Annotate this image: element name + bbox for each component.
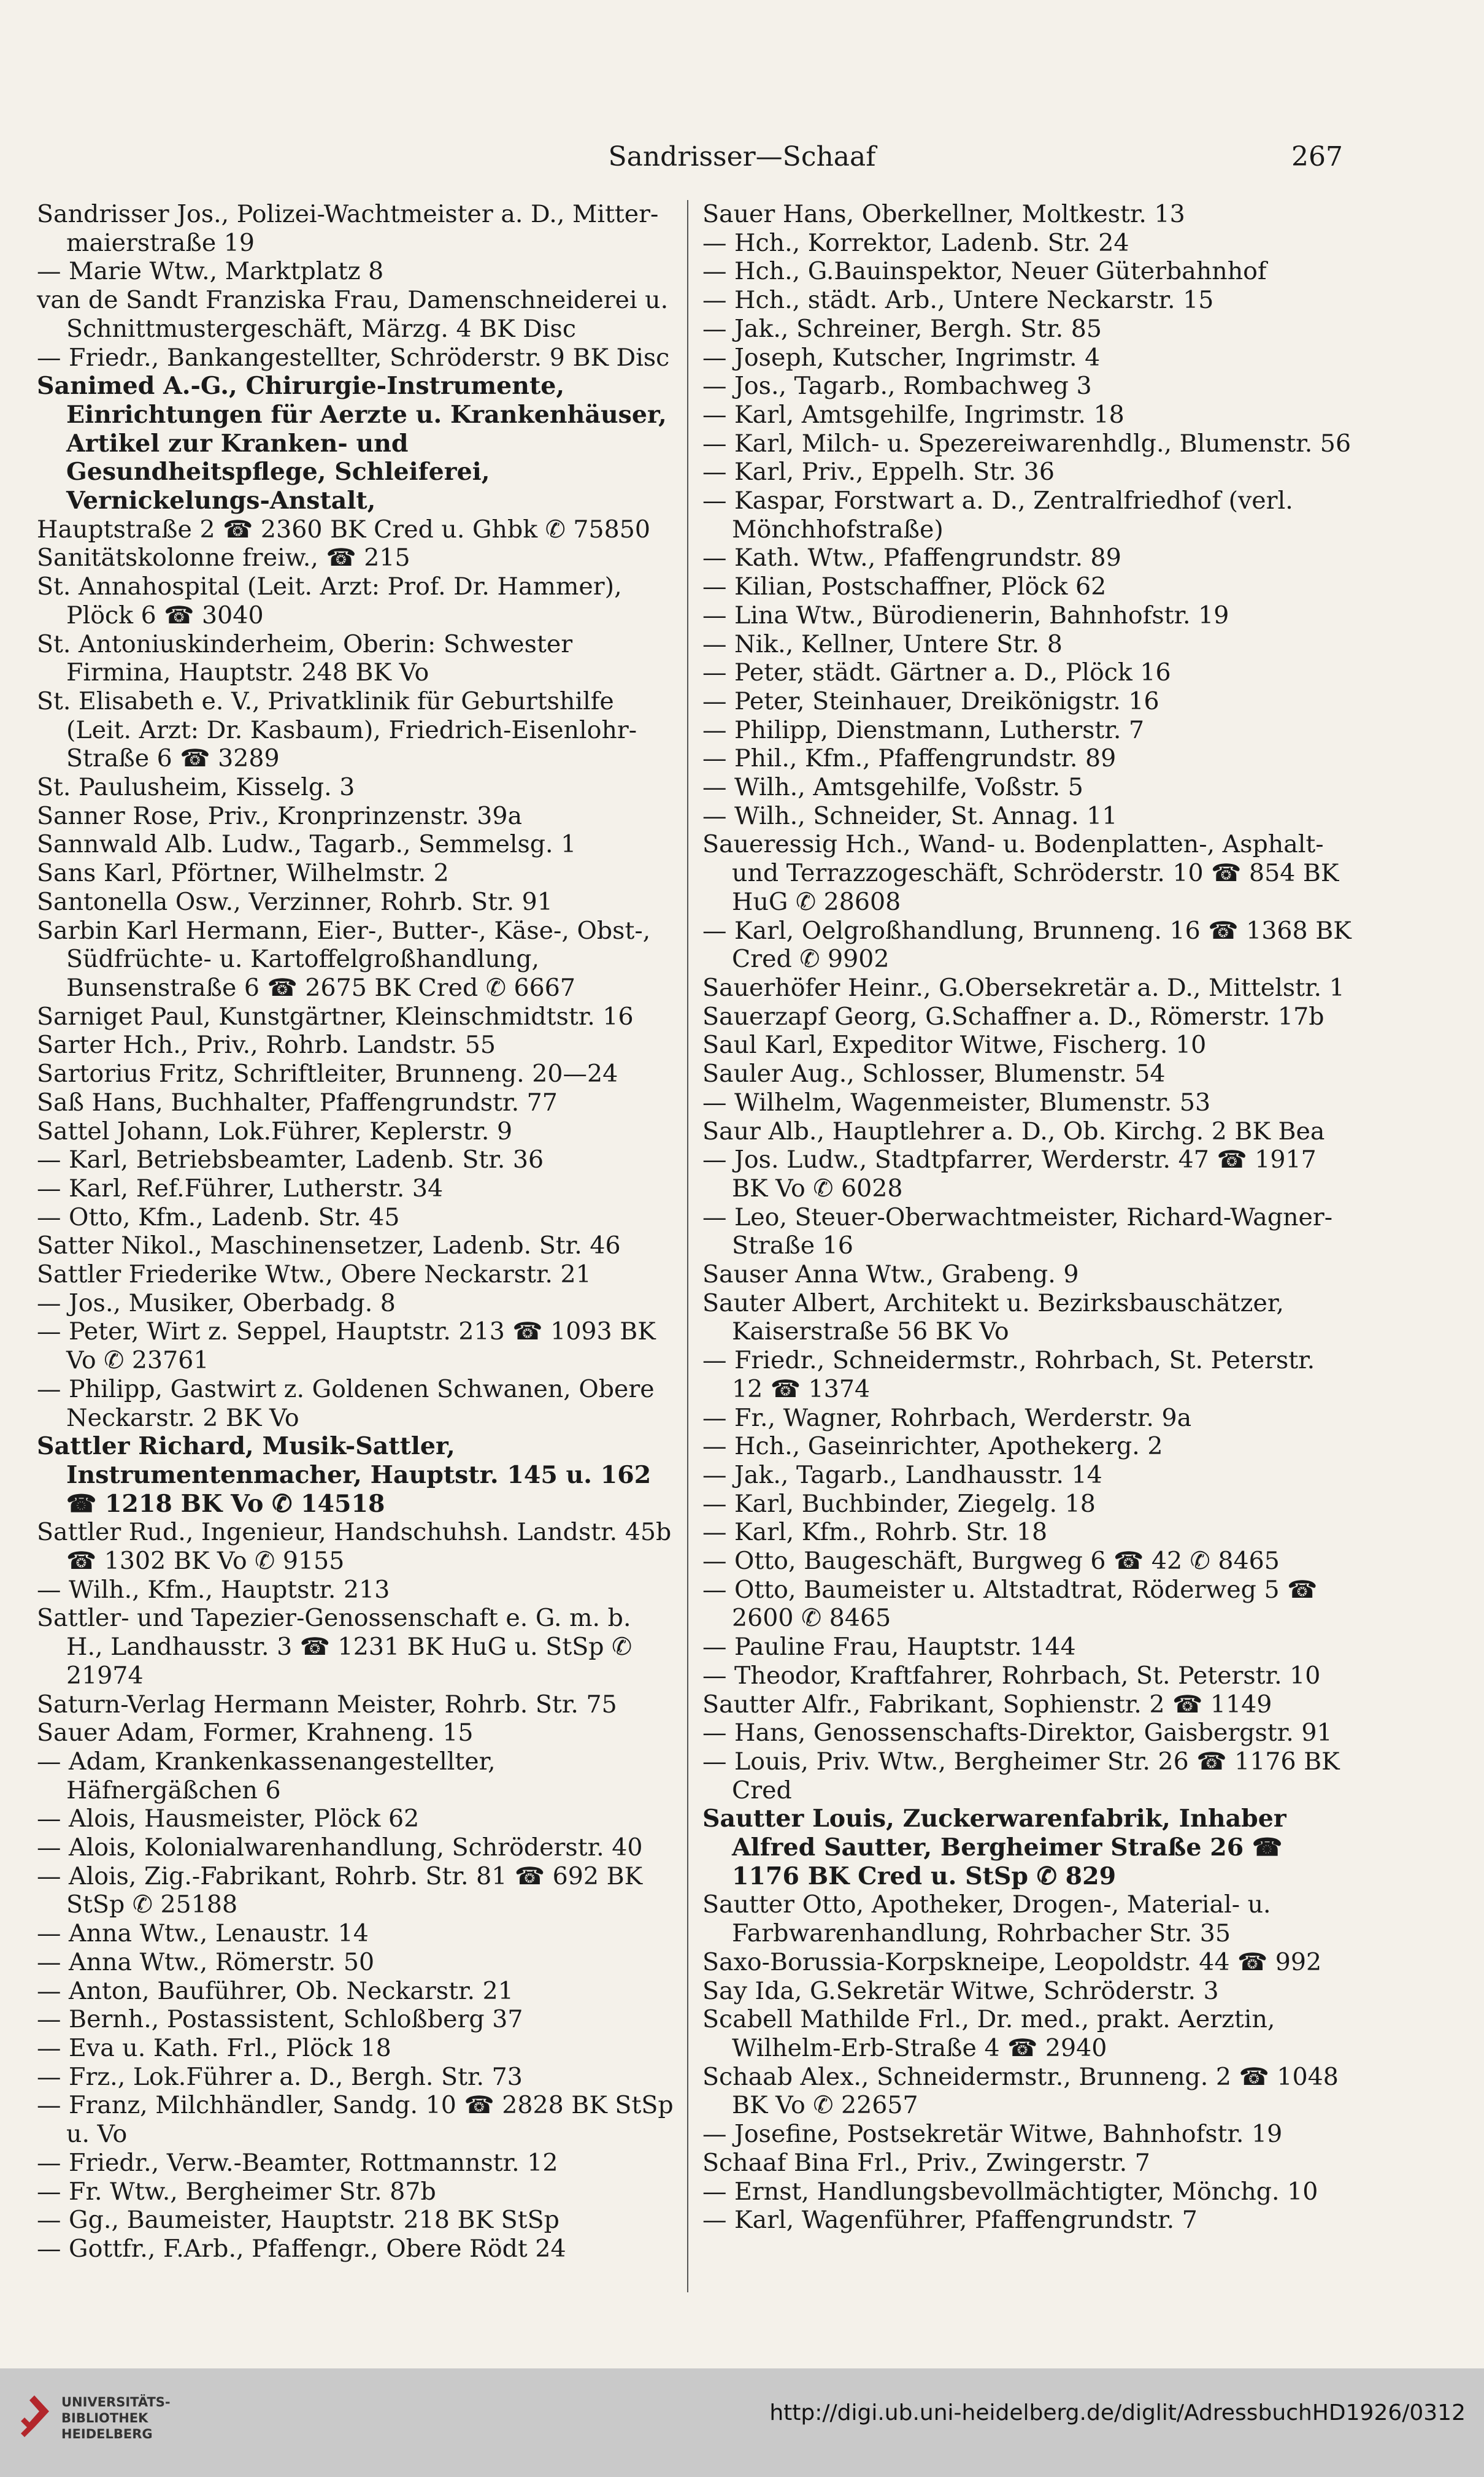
directory-entry: — Hch., Korrektor, Ladenb. Str. 24 [702, 228, 1129, 257]
directory-entry: Saueressig Hch., Wand- u. Bodenplatten-, Asphalt- und Terrazzogeschäft, Schröderstr. 10 ☎ 854 BK HuG ✆ 28608 [702, 830, 1339, 916]
directory-entry: — Friedr., Verw.-Beamter, Rottmannstr. 12 [37, 2148, 558, 2177]
directory-entry: Sattler- und Tapezier-Genossenschaft e. G. m. b. H., Landhausstr. 3 ☎ 1231 BK HuG u. StSp ✆ 21974 [37, 1604, 632, 1690]
directory-entry: — Joseph, Kutscher, Ingrimstr. 4 [702, 343, 1101, 372]
directory-entry: Sarniget Paul, Kunstgärtner, Kleinschmidtstr. 16 [37, 1002, 634, 1031]
directory-entry: Sannwald Alb. Ludw., Tagarb., Semmelsg. 1 [37, 830, 577, 859]
directory-entry: — Philipp, Dienstmann, Lutherstr. 7 [702, 715, 1145, 744]
directory-entry: — Theodor, Kraftfahrer, Rohrbach, St. Peterstr. 10 [702, 1661, 1321, 1690]
directory-entry: — Karl, Betriebsbeamter, Ladenb. Str. 36 [37, 1146, 544, 1174]
directory-entry: Sauer Adam, Former, Krahneng. 15 [37, 1719, 474, 1747]
directory-entry: — Otto, Kfm., Ladenb. Str. 45 [37, 1203, 400, 1231]
directory-entry: Saturn-Verlag Hermann Meister, Rohrb. Str. 75 [37, 1690, 617, 1719]
directory-entry: — Alois, Hausmeister, Plöck 62 [37, 1805, 420, 1833]
directory-entry: — Karl, Ref.Führer, Lutherstr. 34 [37, 1174, 444, 1203]
directory-entry: Sauerhöfer Heinr., G.Obersekretär a. D., Mittelstr. 1 [702, 973, 1345, 1002]
directory-entry: Sauerzapf Georg, G.Schaffner a. D., Römerstr. 17b [702, 1002, 1324, 1031]
directory-entry: — Wilh., Kfm., Hauptstr. 213 [37, 1575, 390, 1604]
directory-entry: — Karl, Kfm., Rohrb. Str. 18 [702, 1518, 1048, 1547]
page-header [0, 141, 1484, 178]
directory-entry: — Franz, Milchhändler, Sandg. 10 ☎ 2828 BK StSp u. Vo [37, 2091, 674, 2149]
directory-entry: van de Sandt Franziska Frau, Damenschneiderei u. Schnittmustergeschäft, Märzg. 4 BK Disc [37, 286, 669, 343]
left-column [37, 200, 675, 2263]
directory-entry: — Jos. Ludw., Stadtpfarrer, Werderstr. 47 ☎ 1917 BK Vo ✆ 6028 [702, 1146, 1317, 1203]
directory-entry: Sanimed A.-G., Chirurgie-Instrumente, Einrichtungen für Aerzte u. Krankenhäuser, Artikel zur Kranken- und Gesundheitspflege, Schleiferei, Vernickelungs-Anstalt, [37, 372, 667, 515]
directory-entry: — Hch., städt. Arb., Untere Neckarstr. 15 [702, 286, 1214, 315]
directory-entry: — Fr., Wagner, Rohrbach, Werderstr. 9a [702, 1403, 1192, 1432]
directory-entry: — Anna Wtw., Römerstr. 50 [37, 1947, 375, 1976]
directory-entry: — Pauline Frau, Hauptstr. 144 [702, 1633, 1076, 1662]
directory-entry: — Josefine, Postsekretär Witwe, Bahnhofstr. 19 [702, 2120, 1283, 2149]
directory-entry: — Jak., Tagarb., Landhausstr. 14 [702, 1460, 1102, 1489]
directory-entry: — Kath. Wtw., Pfaffengrundstr. 89 [702, 544, 1121, 572]
directory-entry: Sauler Aug., Schlosser, Blumenstr. 54 [702, 1060, 1166, 1088]
directory-entry: St. Antoniuskinderheim, Oberin: Schwester Firmina, Hauptstr. 248 BK Vo [37, 630, 573, 687]
directory-entry: — Otto, Baugeschäft, Burgweg 6 ☎ 42 ✆ 8465 [702, 1547, 1280, 1576]
library-name-line: BIBLIOTHEK [61, 2411, 148, 2425]
directory-entry: — Jos., Musiker, Oberbadg. 8 [37, 1289, 396, 1317]
directory-entry: Santonella Osw., Verzinner, Rohrb. Str. 91 [37, 887, 553, 916]
directory-entry: Sauser Anna Wtw., Grabeng. 9 [702, 1260, 1079, 1289]
directory-entry: Sarter Hch., Priv., Rohrb. Landstr. 55 [37, 1031, 496, 1060]
directory-entry: — Peter, Wirt z. Seppel, Hauptstr. 213 ☎ 1093 BK Vo ✆ 23761 [37, 1317, 656, 1375]
directory-entry: Sattler Rud., Ingenieur, Handschuhsh. Landstr. 45b ☎ 1302 BK Vo ✆ 9155 [37, 1518, 672, 1576]
directory-entry: Scabell Mathilde Frl., Dr. med., prakt. Aerztin, Wilhelm-Erb-Straße 4 ☎ 2940 [702, 2005, 1275, 2062]
right-column [702, 200, 1353, 2235]
library-logo-icon [16, 2393, 53, 2443]
directory-entry: Saul Karl, Expeditor Witwe, Fischerg. 10 [702, 1031, 1207, 1060]
directory-entry: — Alois, Zig.-Fabrikant, Rohrb. Str. 81 ☎ 692 BK StSp ✆ 25188 [37, 1862, 643, 1919]
directory-entry: — Gottfr., F.Arb., Pfaffengr., Obere Rödt 24 [37, 2234, 566, 2263]
directory-entry: St. Annahospital (Leit. Arzt: Prof. Dr. Hammer), Plöck 6 ☎ 3040 [37, 572, 622, 630]
directory-entry: — Alois, Kolonialwarenhandlung, Schröderstr. 40 [37, 1833, 643, 1862]
directory-entry: — Eva u. Kath. Frl., Plöck 18 [37, 2034, 391, 2062]
directory-entry: Sautter Alfr., Fabrikant, Sophienstr. 2 ☎ 1149 [702, 1690, 1272, 1719]
directory-entry: Sauer Hans, Oberkellner, Moltkestr. 13 [702, 200, 1185, 228]
directory-entry: — Jak., Schreiner, Bergh. Str. 85 [702, 314, 1102, 343]
directory-entry: — Hch., Gaseinrichter, Apothekerg. 2 [702, 1432, 1163, 1461]
directory-entry: St. Paulusheim, Kisselg. 3 [37, 773, 355, 802]
directory-entry: — Adam, Krankenkassenangestellter, Häfnergäßchen 6 [37, 1747, 496, 1805]
directory-entry: — Hans, Genossenschafts-Direktor, Gaisbergstr. 91 [702, 1719, 1332, 1747]
directory-entry: Sanitätskolonne freiw., ☎ 215 [37, 544, 410, 572]
directory-entry: — Peter, Steinhauer, Dreikönigstr. 16 [702, 687, 1159, 715]
page-number: 267 [1291, 141, 1343, 172]
directory-entry: Sattel Johann, Lok.Führer, Keplerstr. 9 [37, 1117, 513, 1146]
directory-entry: — Phil., Kfm., Pfaffengrundstr. 89 [702, 744, 1117, 773]
library-name-line: UNIVERSITÄTS- [61, 2395, 171, 2410]
directory-entry: — Jos., Tagarb., Rombachweg 3 [702, 372, 1092, 401]
directory-entry: — Frz., Lok.Führer a. D., Bergh. Str. 73 [37, 2062, 523, 2091]
directory-entry: Sans Karl, Pförtner, Wilhelmstr. 2 [37, 859, 449, 888]
directory-entry: Sauter Albert, Architekt u. Bezirksbauschätzer, Kaiserstraße 56 BK Vo [702, 1289, 1284, 1346]
directory-entry: Sarbin Karl Hermann, Eier-, Butter-, Käse-, Obst-, Südfrüchte- u. Kartoffelgroßhandlung, Bunsenstraße 6 ☎ 2675 BK Cred ✆ 6667 [37, 916, 651, 1002]
directory-entry: — Fr. Wtw., Bergheimer Str. 87b [37, 2177, 436, 2206]
directory-entry: Sandrisser Jos., Polizei-Wachtmeister a. D., Mitter-maierstraße 19 [37, 200, 659, 257]
directory-entry: — Kaspar, Forstwart a. D., Zentralfriedhof (verl. Mönchhofstraße) [702, 487, 1293, 544]
directory-entry: — Philipp, Gastwirt z. Goldenen Schwanen, Obere Neckarstr. 2 BK Vo [37, 1374, 655, 1432]
directory-entry: — Kilian, Postschaffner, Plöck 62 [702, 572, 1107, 601]
library-name-line: HEIDELBERG [61, 2427, 153, 2441]
column-divider [687, 200, 688, 2292]
directory-entry: — Ernst, Handlungsbevollmächtigter, Mönchg. 10 [702, 2177, 1318, 2206]
directory-entry: Sattler Richard, Musik-Sattler, Instrumentenmacher, Hauptstr. 145 u. 162 ☎ 1218 BK Vo ✆ 14518 [37, 1432, 652, 1518]
directory-entry: — Otto, Baumeister u. Altstadtrat, Röderweg 5 ☎ 2600 ✆ 8465 [702, 1575, 1318, 1633]
directory-entry: Hauptstraße 2 ☎ 2360 BK Cred u. Ghbk ✆ 75850 [37, 515, 651, 544]
directory-entry: Sartorius Fritz, Schriftleiter, Brunneng. 20—24 [37, 1060, 618, 1088]
footer-bar [0, 2368, 1484, 2477]
directory-entry: Say Ida, G.Sekretär Witwe, Schröderstr. 3 [702, 1976, 1219, 2005]
directory-entry: — Wilhelm, Wagenmeister, Blumenstr. 53 [702, 1088, 1211, 1117]
directory-entry: — Wilh., Schneider, St. Annag. 11 [702, 801, 1118, 830]
running-title: Sandrisser—Schaaf [608, 141, 876, 172]
directory-entry: Saß Hans, Buchhalter, Pfaffengrundstr. 77 [37, 1088, 558, 1117]
directory-entry: — Lina Wtw., Bürodienerin, Bahnhofstr. 19 [702, 601, 1229, 630]
directory-entry: — Friedr., Schneidermstr., Rohrbach, St. Peterstr. 12 ☎ 1374 [702, 1346, 1315, 1403]
directory-entry: — Nik., Kellner, Untere Str. 8 [702, 630, 1063, 658]
directory-entry: — Karl, Oelgroßhandlung, Brunneng. 16 ☎ 1368 BK Cred ✆ 9902 [702, 916, 1351, 974]
directory-entry: Saur Alb., Hauptlehrer a. D., Ob. Kirchg. 2 BK Bea [702, 1117, 1325, 1146]
directory-entry: — Friedr., Bankangestellter, Schröderstr. 9 BK Disc [37, 343, 670, 372]
directory-entry: — Karl, Wagenführer, Pfaffengrundstr. 7 [702, 2206, 1198, 2235]
directory-entry: St. Elisabeth e. V., Privatklinik für Geburtshilfe (Leit. Arzt: Dr. Kasbaum), Friedrich-Eisenlohr-Straße 6 ☎ 3289 [37, 687, 637, 773]
directory-entry: Sattler Friederike Wtw., Obere Neckarstr. 21 [37, 1260, 591, 1289]
directory-entry: — Hch., G.Bauinspektor, Neuer Güterbahnhof [702, 257, 1267, 286]
directory-entry: Schaaf Bina Frl., Priv., Zwingerstr. 7 [702, 2148, 1150, 2177]
directory-entry: Sanner Rose, Priv., Kronprinzenstr. 39a [37, 801, 523, 830]
directory-entry: — Louis, Priv. Wtw., Bergheimer Str. 26 ☎ 1176 BK Cred [702, 1747, 1340, 1805]
directory-entry: — Bernh., Postassistent, Schloßberg 37 [37, 2005, 523, 2034]
directory-entry: — Leo, Steuer-Oberwachtmeister, Richard-Wagner-Straße 16 [702, 1203, 1333, 1260]
directory-entry: — Karl, Amtsgehilfe, Ingrimstr. 18 [702, 400, 1125, 429]
directory-entry: — Wilh., Amtsgehilfe, Voßstr. 5 [702, 773, 1083, 802]
directory-entry: — Marie Wtw., Marktplatz 8 [37, 257, 384, 286]
directory-entry: — Karl, Buchbinder, Ziegelg. 18 [702, 1489, 1096, 1518]
directory-entry: Sautter Otto, Apotheker, Drogen-, Material- u. Farbwarenhandlung, Rohrbacher Str. 35 [702, 1890, 1271, 1948]
directory-entry: — Gg., Baumeister, Hauptstr. 218 BK StSp [37, 2206, 559, 2235]
source-url[interactable]: http://digi.ub.uni-heidelberg.de/diglit/AdressbuchHD1926/0312 [769, 2400, 1466, 2425]
directory-entry: — Karl, Priv., Eppelh. Str. 36 [702, 458, 1055, 487]
directory-entry: Schaab Alex., Schneidermstr., Brunneng. 2 ☎ 1048 BK Vo ✆ 22657 [702, 2062, 1339, 2120]
directory-entry: — Peter, städt. Gärtner a. D., Plöck 16 [702, 658, 1171, 687]
library-name [61, 2394, 171, 2442]
directory-entry: — Anna Wtw., Lenaustr. 14 [37, 1919, 369, 1948]
directory-entry: — Karl, Milch- u. Spezereiwarenhdlg., Blumenstr. 56 [702, 429, 1351, 458]
directory-entry: Sautter Louis, Zuckerwarenfabrik, Inhaber Alfred Sautter, Bergheimer Straße 26 ☎ 1176 BK Cred u. StSp ✆ 829 [702, 1805, 1286, 1890]
directory-entry: Saxo-Borussia-Korpskneipe, Leopoldstr. 44 ☎ 992 [702, 1947, 1322, 1976]
directory-entry: — Anton, Bauführer, Ob. Neckarstr. 21 [37, 1976, 513, 2005]
directory-entry: Satter Nikol., Maschinensetzer, Ladenb. Str. 46 [37, 1231, 621, 1260]
